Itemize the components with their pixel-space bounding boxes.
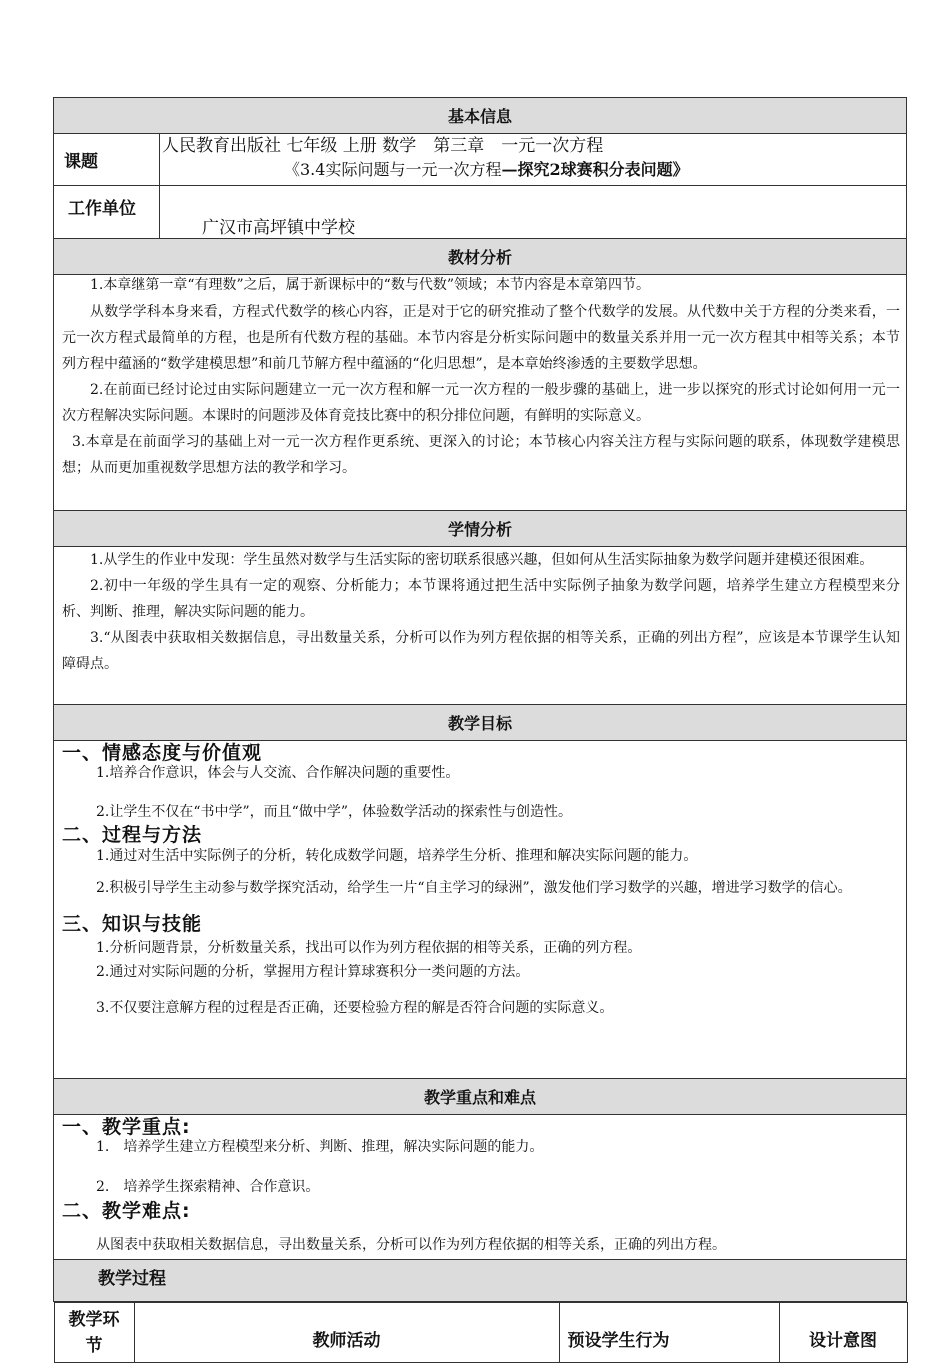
textbook-para-1: 1.本章继第一章“有理数”之后，属于新课标中的“数与代数”领域；本节内容是本章第四节。	[62, 275, 900, 295]
textbook-analysis-header: 教材分析	[54, 239, 907, 275]
process-title-cell	[54, 1260, 907, 1302]
student-analysis-header: 学情分析	[54, 511, 907, 547]
student-analysis-body	[54, 547, 907, 705]
lesson-plan-document	[53, 97, 906, 1363]
objectives-s3-item1: 1.分析问题背景，分析数量关系，找出可以作为列方程依据的相等关系，正确的列方程。	[96, 936, 906, 960]
objectives-body	[54, 741, 907, 1079]
process-col-intent: 设计意图	[779, 1303, 907, 1363]
textbook-para-3: 2.在前面已经讨论过由实际问题建立一元一次方程和解一元一次方程的一般步骤的基础上，进一步以探究的形式讨论如何用一元一次方程解决实际问题。本课时的问题涉及体育竞技比赛中的积分排位问题，有鲜明的实际意义。	[62, 377, 900, 429]
topic-line2	[160, 158, 906, 182]
focus-item-1: 1. 培养学生建立方程模型来分析、判断、推理，解决实际问题的能力。	[96, 1139, 906, 1155]
objectives-section1-title: 一、情感态度与价值观	[62, 741, 906, 765]
difficulty-text: 从图表中获取相关数据信息，寻出数量关系，分析可以作为列方程依据的相等关系，正确的列出方程。	[96, 1235, 906, 1255]
key-points-header: 教学重点和难点	[54, 1079, 907, 1115]
objectives-header: 教学目标	[54, 705, 907, 741]
objectives-s2-item1: 1.通过对生活中实际例子的分析，转化成数学问题，培养学生分析、推理和解决实际问题的能力。	[96, 847, 906, 865]
process-col-stage: 教学环节	[54, 1303, 134, 1363]
unit-cell	[160, 186, 907, 239]
key-points-body	[54, 1115, 907, 1260]
student-para-1: 1.从学生的作业中发现：学生虽然对数学与生活实际的密切联系很感兴趣，但如何从生活实际抽象为数学问题并建模还很困难。	[62, 547, 900, 573]
topic-line2-bold: —探究2球赛积分表问题》	[501, 160, 688, 179]
difficulty-title: 二、教学难点:	[62, 1199, 906, 1223]
objectives-section2-title: 二、过程与方法	[62, 823, 906, 847]
focus-title: 一、教学重点:	[62, 1115, 906, 1139]
objectives-s2-item2: 2.积极引导学生主动参与数学探究活动，给学生一片“自主学习的绿洲”，激发他们学习数学的兴趣，增进学习数学的信心。	[62, 871, 900, 906]
objectives-s1-item2: 2.让学生不仅在“书中学”，而且“做中学”，体验数学活动的探索性与创造性。	[96, 801, 906, 823]
basic-info-header: 基本信息	[54, 98, 907, 134]
process-title: 教学过程	[54, 1260, 906, 1289]
objectives-s3-item3: 3.不仅要注意解方程的过程是否正确，还要检验方程的解是否符合问题的实际意义。	[96, 998, 906, 1018]
process-col-student: 预设学生行为	[559, 1303, 779, 1363]
objectives-s3-item2: 2.通过对实际问题的分析，掌握用方程计算球赛积分一类问题的方法。	[96, 960, 906, 984]
textbook-para-2: 从数学学科本身来看，方程式代数学的核心内容，正是对于它的研究推动了整个代数学的发展。从代数中关于方程的分类来看，一元一次方程式最简单的方程，也是所有代数方程的基础。本节内容是分析实际问题中的数量关系并用一元一次方程其中相等关系；本节列方程中蕴涵的“数学建模思想”和前几节解方程中蕴涵的“化归思想”，是本章始终渗透的主要数学思想。	[62, 299, 900, 377]
lesson-plan-table	[53, 97, 907, 1363]
topic-line1: 人民教育出版社 七年级 上册 数学 第三章 一元一次方程	[160, 134, 906, 158]
topic-cell	[160, 134, 907, 186]
objectives-s1-item1: 1.培养合作意识，体会与人交流、合作解决问题的重要性。	[96, 765, 906, 781]
process-columns-cell	[54, 1302, 907, 1363]
objectives-section3-title: 三、知识与技能	[62, 912, 906, 936]
process-col-teacher: 教师活动	[134, 1303, 559, 1363]
process-columns-table	[54, 1302, 908, 1363]
student-para-2: 2.初中一年级的学生具有一定的观察、分析能力；本节课将通过把生活中实际例子抽象为数学问题，培养学生建立方程模型来分析、判断、推理，解决实际问题的能力。	[62, 573, 900, 625]
topic-label: 课题	[54, 134, 160, 186]
topic-line2-prefix: 《3.4实际问题与一元一次方程	[284, 160, 501, 179]
textbook-analysis-body	[54, 275, 907, 511]
unit-value: 广汉市高坪镇中学校	[160, 186, 906, 238]
focus-item-2: 2. 培养学生探索精神、合作意识。	[96, 1179, 906, 1195]
student-para-3: 3.“从图表中获取相关数据信息，寻出数量关系，分析可以作为列方程依据的相等关系，正确的列出方程”，应该是本节课学生认知障碍点。	[62, 625, 900, 677]
textbook-para-4: 3.本章是在前面学习的基础上对一元一次方程作更系统、更深入的讨论；本节核心内容关注方程与实际问题的联系，体现数学建模思想；从而更加重视数学思想方法的教学和学习。	[62, 429, 900, 481]
unit-label: 工作单位	[54, 186, 160, 239]
